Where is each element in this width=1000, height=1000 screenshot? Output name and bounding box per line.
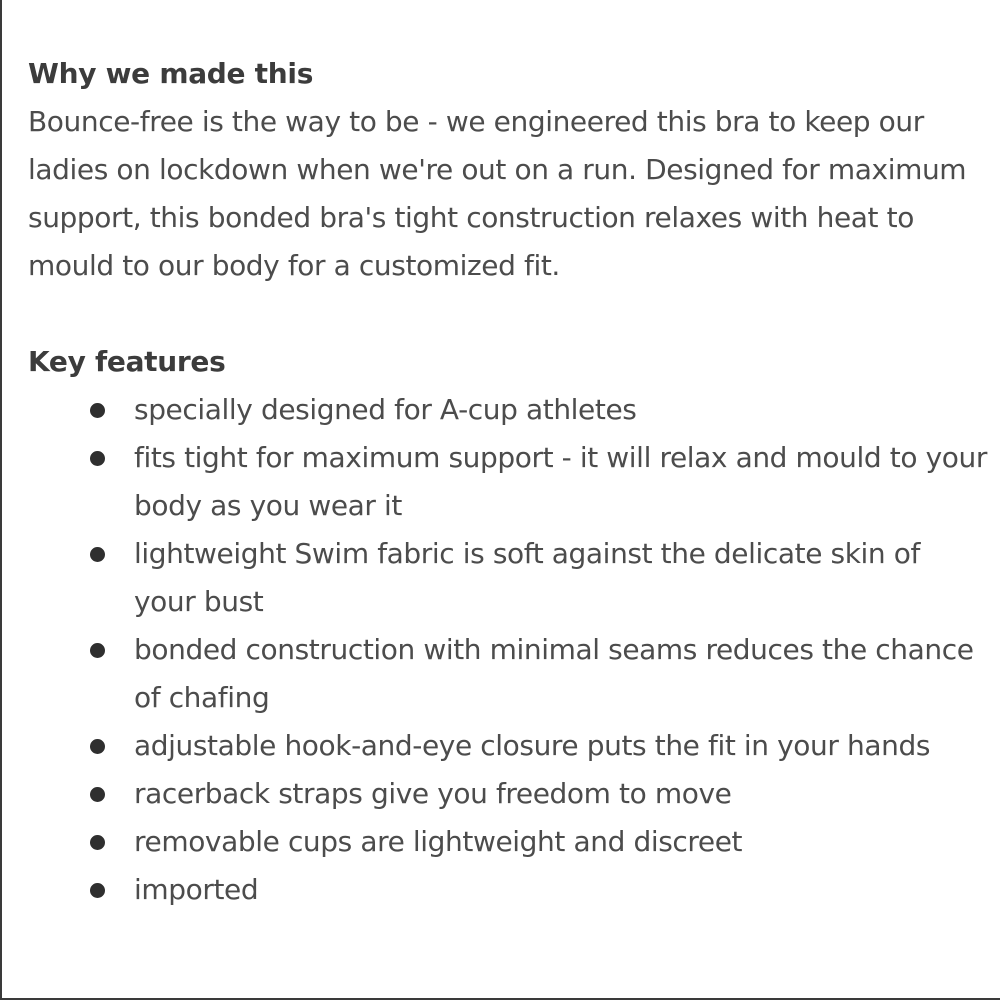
list-item — [28, 818, 988, 866]
list-item — [28, 866, 988, 914]
product-description — [28, 50, 988, 914]
why-we-made-this-heading: Why we made this — [28, 57, 314, 90]
list-item — [28, 626, 988, 722]
key-features-heading: Key features — [28, 345, 226, 378]
feature-text: adjustable hook-and-eye closure puts the fit in your hands — [134, 729, 931, 762]
feature-text: removable cups are lightweight and discreet — [134, 825, 743, 858]
list-item — [28, 530, 988, 626]
list-item — [28, 386, 988, 434]
list-item — [28, 434, 988, 530]
bullet-icon — [90, 739, 105, 754]
feature-text: specially designed for A-cup athletes — [134, 393, 637, 426]
bullet-icon — [90, 835, 105, 850]
bullet-icon — [90, 643, 105, 658]
bullet-icon — [90, 787, 105, 802]
feature-text: lightweight Swim fabric is soft against the delicate skin of your bust — [134, 537, 920, 618]
list-item — [28, 722, 988, 770]
feature-text: bonded construction with minimal seams reduces the chance of chafing — [134, 633, 974, 714]
section-spacer — [28, 290, 988, 338]
bullet-icon — [90, 403, 105, 418]
bullet-icon — [90, 883, 105, 898]
key-features-list — [28, 386, 988, 914]
bullet-icon — [90, 451, 105, 466]
list-item — [28, 770, 988, 818]
feature-text: fits tight for maximum support - it will relax and mould to your body as you wear it — [134, 441, 987, 522]
bullet-icon — [90, 547, 105, 562]
feature-text: racerback straps give you freedom to move — [134, 777, 732, 810]
feature-text: imported — [134, 873, 259, 906]
why-we-made-this-paragraph: Bounce-free is the way to be - we engineered this bra to keep our ladies on lockdown when we're out on a run. Designed for maximum support, this bonded bra's tight construction relaxes with heat to mould to our body for a customized fit. — [28, 105, 967, 282]
